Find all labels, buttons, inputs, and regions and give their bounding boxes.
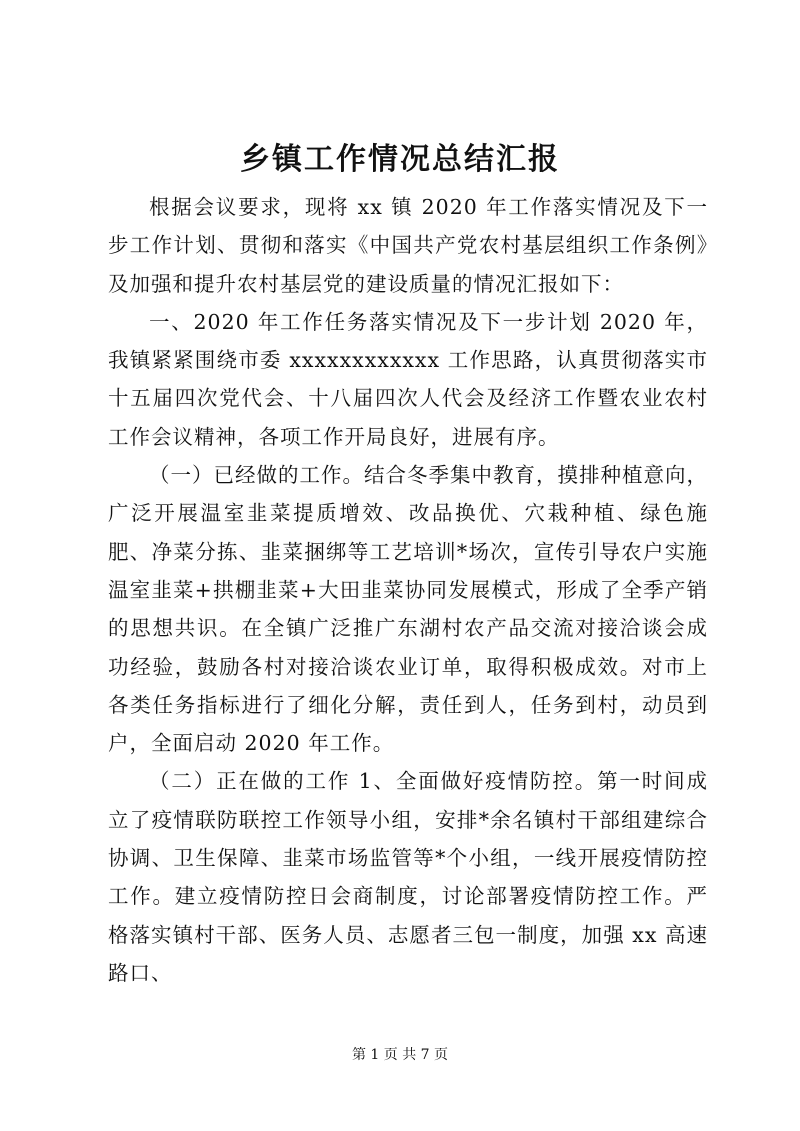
- paragraph-ongoing-work: （二）正在做的工作 1、全面做好疫情防控。第一时间成立了疫情联防联控工作领导小组，安排*余名镇村干部组建综合协调、卫生保障、韭菜市场监管等*个小组，一线开展疫情防控工作。建立疫情防控日会商制度，讨论部署疫情防控工作。严格落实镇村干部、医务人员、志愿者三包一制度，加强 xx 高速路口、: [108, 769, 708, 985]
- document-title: 乡镇工作情况总结汇报: [240, 142, 560, 177]
- document-body: [108, 188, 708, 992]
- paragraph-intro: 根据会议要求，现将 xx 镇 2020 年工作落实情况及下一步工作计划、贯彻和落实《中国共产党农村基层组织工作条例》及加强和提升农村基层党的建设质量的情况汇报如下：: [108, 195, 708, 296]
- paragraph-section-one: 一、2020 年工作任务落实情况及下一步计划 2020 年，我镇紧紧围绕市委 xxxxxxxxxxxx 工作思路，认真贯彻落实市十五届四次党代会、十八届四次人代会及经济工作暨农业农村工作会议精神，各项工作开局良好，进展有序。: [108, 309, 708, 449]
- paragraph-done-work: （一）已经做的工作。结合冬季集中教育，摸排种植意向，广泛开展温室韭菜提质增效、改品换优、穴栽种植、绿色施肥、净菜分拣、韭菜捆绑等工艺培训*场次，宣传引导农户实施温室韭菜+拱棚韭菜+大田韭菜协同发展模式，形成了全季产销的思想共识。在全镇广泛推广东湖村农产品交流对接洽谈会成功经验，鼓励各村对接洽谈农业订单，取得积极成效。对市上各类任务指标进行了细化分解，责任到人，任务到村，动员到户，全面启动 2020 年工作。: [108, 463, 708, 756]
- page-footer: 第 1 页 共 7 页: [351, 1047, 449, 1063]
